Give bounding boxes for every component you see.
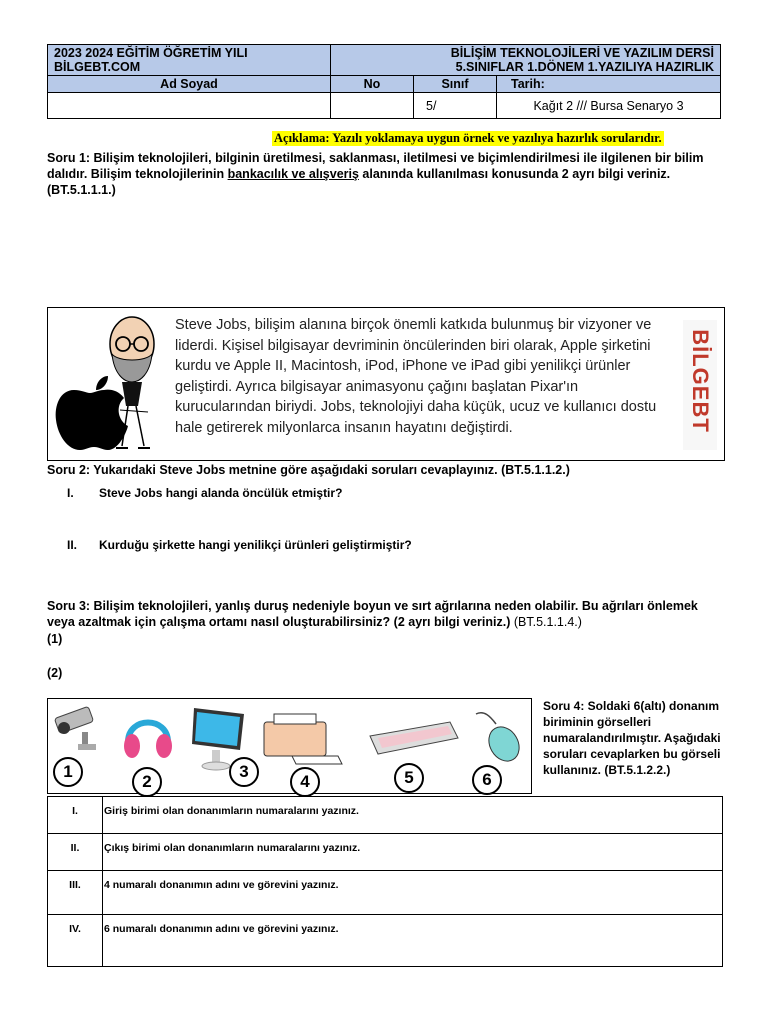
paper-info: Kağıt 2 /// Bursa Senaryo 3 bbox=[497, 93, 721, 119]
q2-item-1-num: I. bbox=[67, 486, 74, 500]
hw-number-3: 3 bbox=[229, 757, 259, 787]
col-date: Tarih: bbox=[497, 76, 721, 93]
q3-answer-2: (2) bbox=[47, 666, 63, 680]
q4-item-2-num: II. bbox=[48, 834, 103, 871]
q4-item-1-text[interactable]: Giriş birimi olan donanımların numaralarını yazınız. bbox=[103, 797, 723, 834]
header-left bbox=[48, 45, 331, 76]
q4-answer-table bbox=[47, 796, 723, 967]
steve-jobs-illustration bbox=[52, 310, 170, 456]
q1-text-a: Soru 1: Bilişim teknolojileri, bilginin üretilmesi, saklanması, iletilmesi ve biçimlendirilmesi ile ilgilenen bir bilim dalıdır. Bilişim teknolojilerinin bbox=[47, 151, 704, 181]
explanation-note: Açıklama: Yazılı yoklamaya uygun örnek ve yazılıya hazırlık sorularıdır. bbox=[274, 131, 662, 145]
q2-item-1-text: Steve Jobs hangi alanda öncülük etmiştir? bbox=[99, 486, 343, 500]
headphones-icon bbox=[120, 702, 176, 764]
q2-item-2 bbox=[67, 538, 412, 552]
q2-item-2-text: Kurduğu şirkette hangi yenilikçi ürünleri geliştirmiştir? bbox=[99, 538, 412, 552]
q3-code: (BT.5.1.1.4.) bbox=[513, 615, 582, 629]
no-field[interactable] bbox=[331, 93, 414, 119]
bilgebt-logo bbox=[683, 320, 717, 450]
camera-icon bbox=[52, 704, 102, 754]
keyboard-icon bbox=[366, 718, 462, 758]
q4-item-4-num: IV. bbox=[48, 915, 103, 967]
printer-icon bbox=[258, 710, 344, 768]
q4-item-4-text[interactable]: 6 numaralı donanımın adını ve görevini yazınız. bbox=[103, 915, 723, 967]
header-table bbox=[47, 44, 721, 119]
col-name: Ad Soyad bbox=[48, 76, 331, 93]
header-right bbox=[331, 45, 721, 76]
question-2: Soru 2: Yukarıdaki Steve Jobs metnine göre aşağıdaki soruları cevaplayınız. (BT.5.1.1.2.) bbox=[47, 463, 570, 477]
course-title: BİLİŞİM TEKNOLOJİLERİ VE YAZILIM DERSİ bbox=[450, 46, 714, 60]
question-4: Soru 4: Soldaki 6(altı) donanım biriminin görselleri numaralandırılmıştır. Aşağıdaki soruları cevaplarken bu görseli kullanınız. (BT.5.1.2.2.) bbox=[543, 699, 721, 777]
mouse-icon bbox=[472, 708, 528, 768]
q2-item-2-num: II. bbox=[67, 538, 78, 552]
table-row bbox=[48, 834, 723, 871]
question-3 bbox=[47, 598, 727, 630]
exam-title: 5.SINIFLAR 1.DÖNEM 1.YAZILIYA HAZIRLIK bbox=[455, 60, 714, 74]
hw-number-6: 6 bbox=[472, 765, 502, 795]
q2-item-1 bbox=[67, 486, 342, 500]
table-row bbox=[48, 797, 723, 834]
q1-text-b: alanında kullanılması konusunda 2 ayrı bilgi veriniz. (BT.5.1.1.1.) bbox=[47, 167, 671, 197]
q4-item-2-text[interactable]: Çıkış birimi olan donanımların numaralarını yazınız. bbox=[103, 834, 723, 871]
logo-text: BİLGEBT bbox=[688, 329, 713, 433]
hw-number-4: 4 bbox=[290, 767, 320, 797]
q4-item-3-num: III. bbox=[48, 871, 103, 915]
q3-answer-1: (1) bbox=[47, 632, 63, 646]
site-name: BİLGEBT.COM bbox=[54, 60, 141, 74]
hw-number-2: 2 bbox=[132, 767, 162, 797]
q1-underlined: bankacılık ve alışveriş bbox=[227, 167, 359, 181]
col-class: Sınıf bbox=[414, 76, 497, 93]
school-year: 2023 2024 EĞİTİM ÖĞRETİM YILI bbox=[54, 46, 248, 60]
q4-item-1-num: I. bbox=[48, 797, 103, 834]
col-no: No bbox=[331, 76, 414, 93]
q3-text: Soru 3: Bilişim teknolojileri, yanlış duruş nedeniyle boyun ve sırt ağrılarına neden olabilir. Bu ağrıları önlemek veya azaltmak için çalışma ortamı nasıl oluşturabilirsiniz? (2 ayrı bilgi veriniz.) bbox=[47, 599, 698, 629]
question-1 bbox=[47, 150, 723, 198]
table-row bbox=[48, 871, 723, 915]
q4-item-3-text[interactable]: 4 numaralı donanımın adını ve görevini yazınız. bbox=[103, 871, 723, 915]
table-row bbox=[48, 915, 723, 967]
name-field[interactable] bbox=[48, 93, 331, 119]
hw-number-5: 5 bbox=[394, 763, 424, 793]
hw-number-1: 1 bbox=[53, 757, 83, 787]
steve-jobs-text: Steve Jobs, bilişim alanına birçok önemli katkıda bulunmuş bir vizyoner ve liderdi. Kişisel bilgisayar devriminin öncülerinden biri olarak, Apple şirketini kurdu ve Apple II, Macintosh, iPod, iPhone ve iPad gibi yenilikçi ürünler geliştirdi. Ayrıca bilgisayar animasyonu çağını başlatan Pixar'ın kurucularından biriydi. Jobs, teknolojiyi daha küçük, ucuz ve kullanıcı dostu hale getirerek milyonlarca insanın hayatını değiştirdi. bbox=[175, 317, 657, 436]
class-value: 5/ bbox=[414, 93, 497, 119]
